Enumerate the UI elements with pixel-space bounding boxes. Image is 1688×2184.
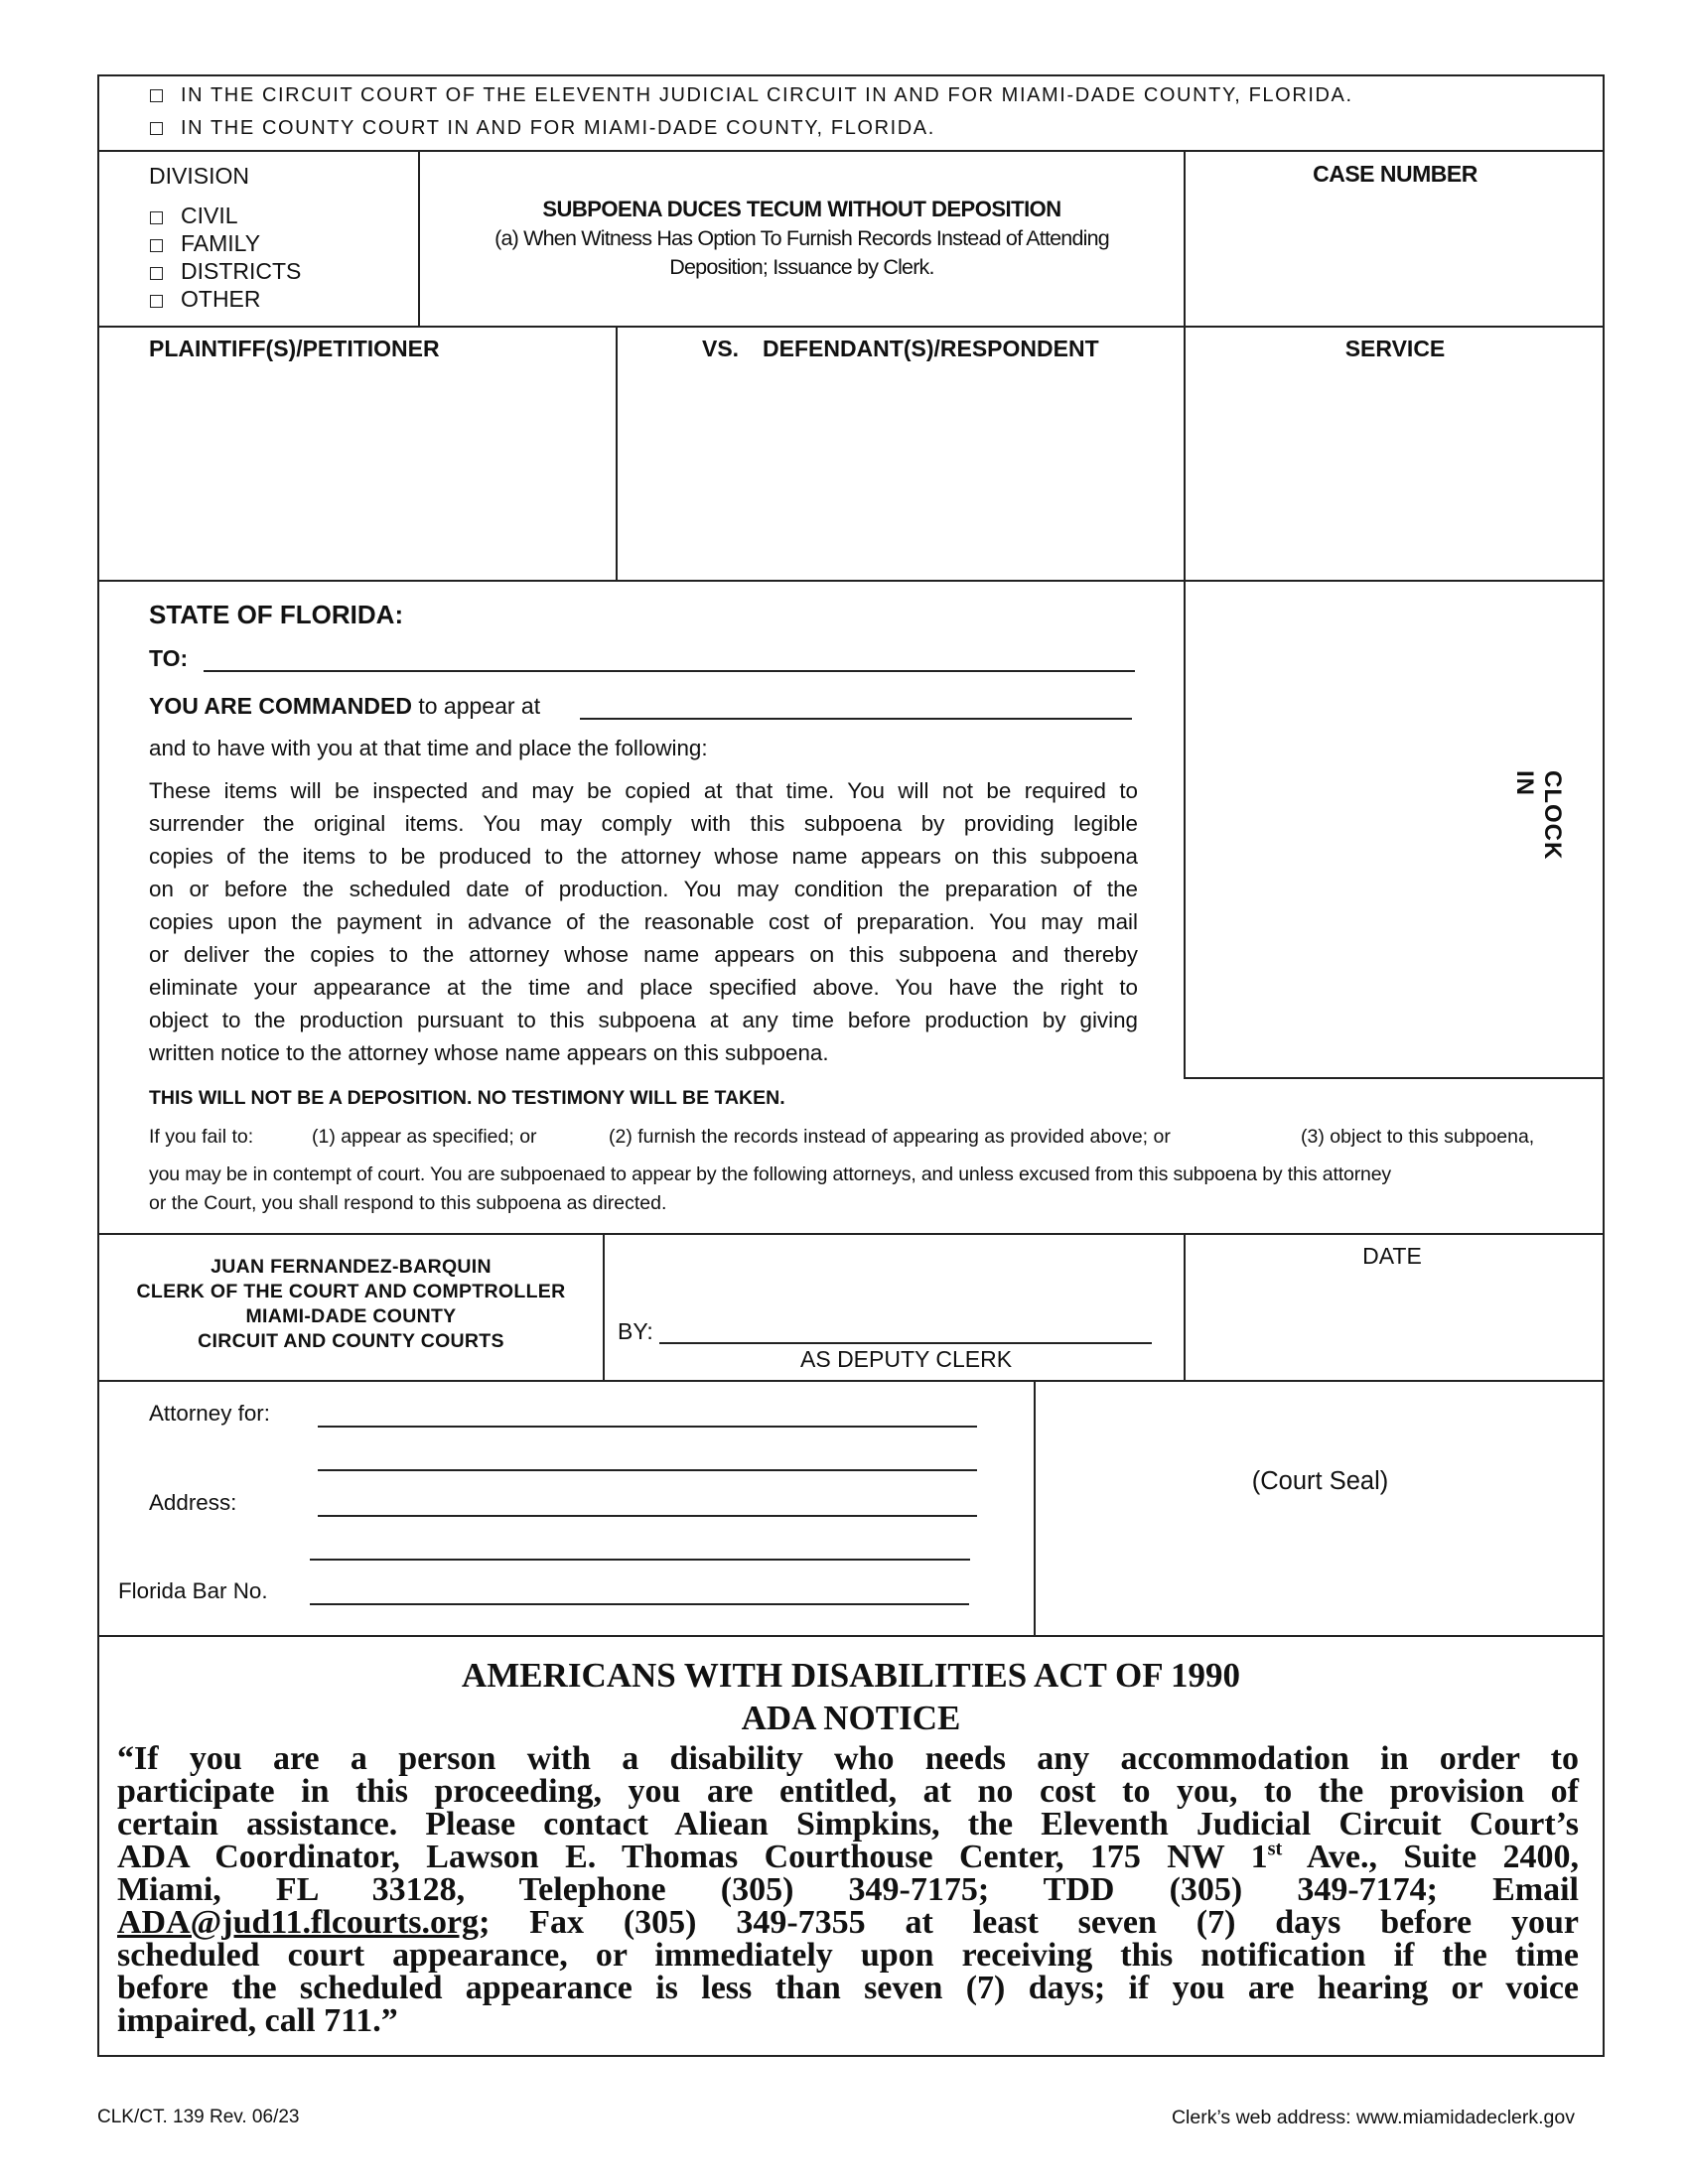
by-label: BY: — [618, 1318, 653, 1344]
checkbox-icon[interactable] — [150, 267, 163, 280]
no-deposition-notice: THIS WILL NOT BE A DEPOSITION. NO TESTIMONY WILL BE TAKEN. — [149, 1087, 785, 1109]
case-number-label: CASE NUMBER — [1313, 161, 1477, 187]
form-title: SUBPOENA DUCES TECUM WITHOUT DEPOSITION — [542, 197, 1061, 221]
clerk-website: Clerk’s web address: www.miamidadeclerk.gov — [1171, 2107, 1575, 2128]
division-option-family[interactable]: FAMILY — [150, 230, 260, 257]
checkbox-icon[interactable] — [150, 295, 163, 308]
fail-option-1: (1) appear as specified; or — [312, 1126, 537, 1148]
divider — [1034, 1380, 1036, 1635]
attorney-for-field[interactable] — [318, 1426, 977, 1428]
clerk-title: CLERK OF THE COURT AND COMPTROLLER — [136, 1281, 566, 1302]
divider — [1184, 150, 1186, 1077]
have-with-text: and to have with you at that time and place the following: — [149, 736, 708, 760]
to-field[interactable] — [204, 670, 1135, 672]
deputy-clerk-label: AS DEPUTY CLERK — [800, 1346, 1013, 1372]
fail-option-3: (3) object to this subpoena, — [1301, 1126, 1535, 1148]
form-id: CLK/CT. 139 Rev. 06/23 — [97, 2107, 300, 2127]
divider — [1184, 1077, 1605, 1079]
contempt-text: you may be in contempt of court. You are subpoenaed to appear by the following attorneys, and unless excused from this subpoena by this attorney — [149, 1163, 1392, 1185]
divider — [97, 1635, 1605, 1637]
checkbox-icon[interactable] — [150, 89, 163, 102]
address-label: Address: — [149, 1490, 237, 1515]
form-subtitle: Deposition; Issuance by Clerk. — [669, 255, 934, 279]
court-seal-label: (Court Seal) — [1251, 1467, 1389, 1495]
bar-number-label: Florida Bar No. — [118, 1578, 268, 1603]
checkbox-icon[interactable] — [150, 239, 163, 252]
form-subtitle: (a) When Witness Has Option To Furnish Records Instead of Attending — [494, 226, 1109, 250]
checkbox-icon[interactable] — [150, 211, 163, 224]
defendant-label: DEFENDANT(S)/RESPONDENT — [763, 336, 1099, 361]
deputy-signature-field[interactable] — [659, 1342, 1152, 1344]
address-field-2[interactable] — [310, 1559, 970, 1561]
division-option-districts[interactable]: DISTRICTS — [150, 258, 301, 285]
vs-label: VS. — [702, 336, 740, 361]
commanded-line: YOU ARE COMMANDED to appear at — [149, 693, 541, 719]
checkbox-icon[interactable] — [150, 122, 163, 135]
instructions-paragraph: These items will be inspected and may be copied at that time. You will not be required to surrender the original items. You may comply with this subpoena by providing legible copies of the items to be produced to the attorney whose name appears on this subpoena on or before the scheduled date of production. You may condition the preparation of the copies upon the payment in advance of the reasonable cost of preparation. You may mail or deliver the copies to the attorney whose name appears on this subpoena and thereby eliminate your appearance at the time and place specified above. You have the right to object to the production pursuant to this subpoena at any time before production by giving written notice to the attorney whose name appears on this subpoena. — [149, 778, 1138, 1065]
divider — [97, 150, 1605, 152]
divider — [616, 326, 618, 580]
clock-in-label: CLOCK IN — [1511, 770, 1566, 861]
ada-email-link[interactable]: ADA@jud11.flcourts.org — [117, 1904, 480, 1941]
divider — [97, 326, 1605, 328]
date-field[interactable] — [1192, 1276, 1597, 1373]
division-option-civil[interactable]: CIVIL — [150, 203, 238, 229]
court-option-county[interactable]: IN THE COUNTY COURT IN AND FOR MIAMI-DADE COUNTY, FLORIDA. — [150, 117, 935, 140]
appear-at-field[interactable] — [580, 718, 1132, 720]
service-label: SERVICE — [1344, 336, 1446, 361]
plaintiff-label: PLAINTIFF(S)/PETITIONER — [149, 336, 440, 361]
court-option-circuit[interactable]: IN THE CIRCUIT COURT OF THE ELEVENTH JUDICIAL CIRCUIT IN AND FOR MIAMI-DADE COUNTY, FLORIDA. — [150, 84, 1353, 107]
divider — [97, 1233, 1605, 1235]
to-label: TO: — [149, 645, 189, 671]
attorney-for-field-2[interactable] — [318, 1469, 977, 1471]
ada-subtitle: ADA NOTICE — [741, 1699, 961, 1737]
defendant-field[interactable] — [622, 369, 1178, 573]
divider — [603, 1233, 605, 1380]
case-number-field[interactable] — [1192, 199, 1597, 318]
divider — [97, 1380, 1605, 1382]
ada-notice-text: “If you are a person with a disability who needs any accommodation in order to participate in this proceeding, you are entitled, at no cost to you, to the provision of certain assistance. Please contact Aliean Simpkins, the Eleventh Judicial Circuit Court’s ADA Coordinator, Lawson E. Thomas Courthouse Center, 175 NW 1st Ave., Suite 2400, Miami, FL 33128, Telephone (305) 349-7175; TDD (305) 349-7174; Email ADA@jud11.flcourts.org; Fax (305) 349-7355 at least seven (7) days before your scheduled court appearance, or immediately upon receiving this notification if the time before the scheduled appearance is less than seven (7) days; if you are hearing or voice impaired, call 711.” — [117, 1740, 1579, 2039]
clerk-name: JUAN FERNANDEZ-BARQUIN — [211, 1256, 492, 1278]
address-field[interactable] — [318, 1515, 977, 1517]
fail-to-text: If you fail to: — [149, 1126, 254, 1148]
date-label: DATE — [1362, 1243, 1422, 1269]
contempt-text: or the Court, you shall respond to this subpoena as directed. — [149, 1192, 667, 1214]
fail-option-2: (2) furnish the records instead of appearing as provided above; or — [609, 1126, 1171, 1148]
divider — [97, 580, 1605, 582]
attorney-for-label: Attorney for: — [149, 1401, 270, 1426]
clerk-county: MIAMI-DADE COUNTY — [245, 1305, 457, 1327]
division-option-other[interactable]: OTHER — [150, 286, 261, 313]
clerk-courts: CIRCUIT AND COUNTY COURTS — [198, 1330, 504, 1352]
division-label: DIVISION — [149, 163, 249, 189]
bar-number-field[interactable] — [310, 1603, 969, 1605]
state-heading: STATE OF FLORIDA: — [149, 600, 404, 629]
ada-title: AMERICANS WITH DISABILITIES ACT OF 1990 — [461, 1656, 1241, 1695]
plaintiff-field[interactable] — [103, 369, 610, 573]
